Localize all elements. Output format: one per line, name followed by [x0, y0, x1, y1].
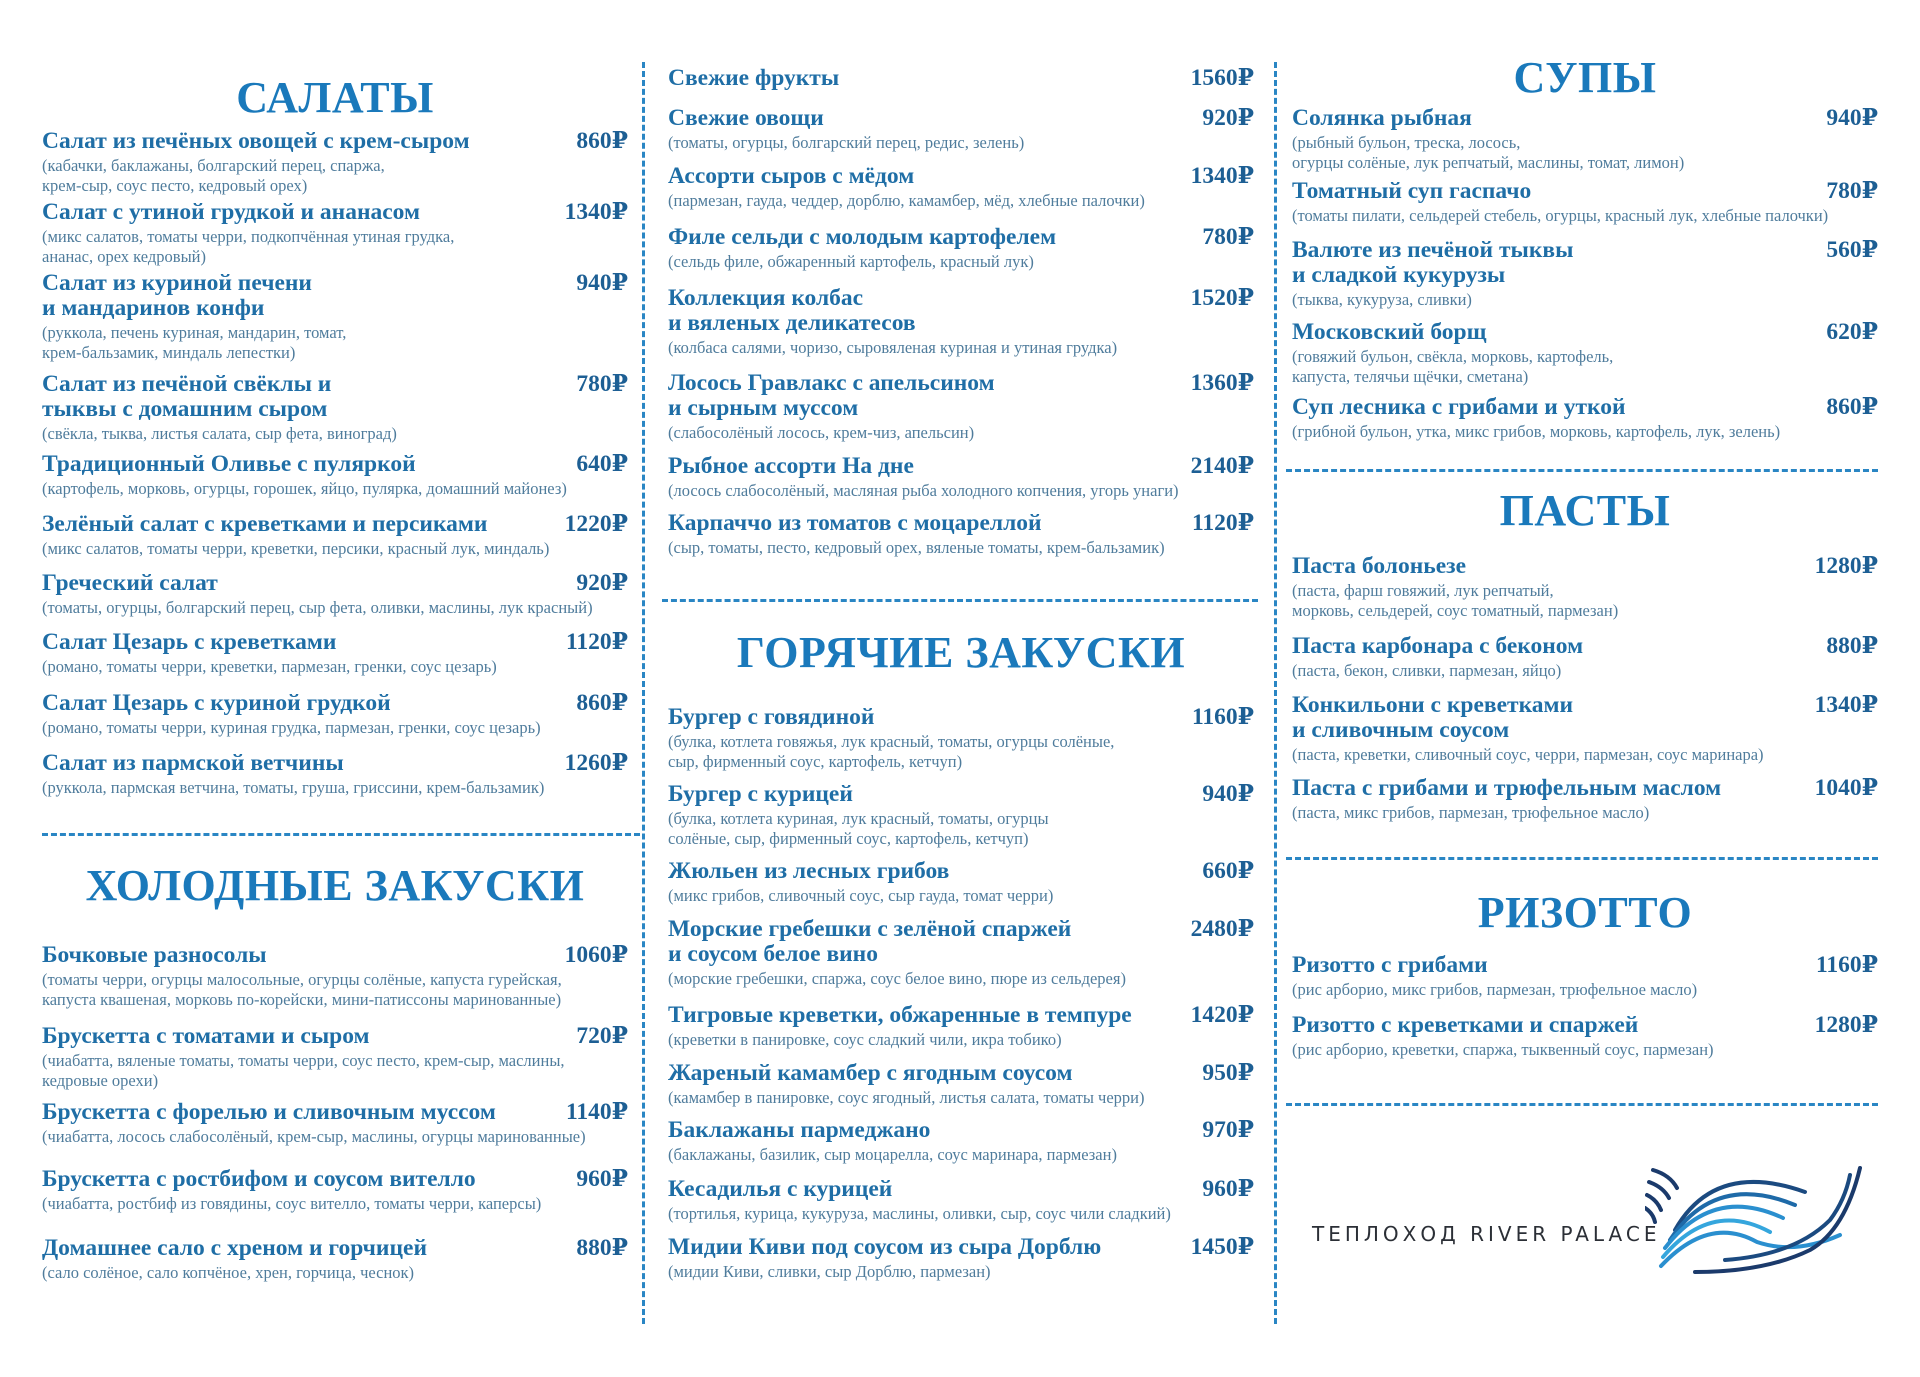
dish-name: Валюте из печёной тыквы и сладкой кукурузы	[1292, 237, 1574, 288]
dish-name: Свежие овощи	[668, 105, 824, 131]
dish-name: Карпаччо из томатов с моцареллой	[668, 510, 1042, 536]
dish-ingredients: (паста, фарш говяжий, лук репчатый, морковь, сельдерей, соус томатный, пармезан)	[1292, 581, 1619, 620]
dish-name: Салат из печёных овощей с крем-сыром	[42, 128, 470, 154]
dish-price: 640₽	[576, 451, 628, 477]
dish-name: Мидии Киви под соусом из сыра Дорблю	[668, 1234, 1102, 1260]
dish-name: Рыбное ассорти На дне	[668, 453, 914, 479]
dish-price: 780₽	[576, 371, 628, 397]
menu-item	[668, 1061, 1254, 1108]
dish-price: 1060₽	[564, 942, 628, 968]
dish-name: Лосось Гравлакс с апельсином и сырным муссом	[668, 370, 995, 421]
menu-item	[668, 1118, 1254, 1165]
dish-ingredients: (мидии Киви, сливки, сыр Дорблю, пармезан)	[668, 1262, 991, 1281]
dish-price: 920₽	[576, 570, 628, 596]
dish-name: Паста карбонара с беконом	[1292, 633, 1584, 659]
dish-name: Брускетта с ростбифом и соусом вителло	[42, 1166, 476, 1192]
menu-item	[668, 1003, 1254, 1050]
menu-item	[1292, 554, 1878, 621]
dish-name: Традиционный Оливье с пуляркой	[42, 451, 416, 477]
dish-price: 1340₽	[1814, 692, 1878, 718]
dish-ingredients: (грибной бульон, утка, микс грибов, морковь, картофель, лук, зелень)	[1292, 422, 1781, 441]
dish-ingredients: (сельдь филе, обжаренный картофель, красный лук)	[668, 252, 1034, 271]
menu-item	[1292, 776, 1878, 823]
menu-item	[42, 1167, 628, 1214]
dish-price: 940₽	[576, 270, 628, 296]
dish-ingredients: (рис арборио, креветки, спаржа, тыквенный соус, пармезан)	[1292, 1040, 1714, 1059]
dish-ingredients: (свёкла, тыква, листья салата, сыр фета, виноград)	[42, 424, 397, 443]
section-heading-hot-appetizers: ГОРЯЧИЕ ЗАКУСКИ	[736, 628, 1186, 677]
dish-name: Филе сельди с молодым картофелем	[668, 224, 1057, 250]
dish-name: Паста с грибами и трюфельным маслом	[1292, 775, 1722, 801]
dish-name: Томатный суп гаспачо	[1292, 178, 1532, 204]
dish-name: Морские гребешки с зелёной спаржей и соусом белое вино	[668, 916, 1072, 967]
menu-item	[668, 164, 1254, 211]
dish-price: 960₽	[1202, 1176, 1254, 1202]
dish-ingredients: (руккола, печень куриная, мандарин, томат, крем-бальзамик, миндаль лепестки)	[42, 323, 347, 362]
section-heading-salads: САЛАТЫ	[236, 73, 434, 122]
dish-ingredients: (рыбный бульон, треска, лосось, огурцы солёные, лук репчатый, маслины, томат, лимон)	[1292, 133, 1685, 172]
dish-price: 1340₽	[1190, 163, 1254, 189]
dish-price: 860₽	[576, 128, 628, 154]
menu-item	[42, 1024, 628, 1091]
dish-ingredients: (чиабатта, ростбиф из говядины, соус вителло, томаты черри, каперсы)	[42, 1194, 542, 1213]
dish-price: 860₽	[576, 690, 628, 716]
section-divider	[1286, 857, 1878, 860]
dish-ingredients: (рис арборио, микс грибов, пармезан, трюфельное масло)	[1292, 980, 1698, 999]
dish-ingredients: (паста, микс грибов, пармезан, трюфельное масло)	[1292, 803, 1650, 822]
dish-name: Тигровые креветки, обжаренные в темпуре	[668, 1002, 1132, 1028]
section-heading-soups: СУПЫ	[1513, 53, 1657, 102]
dish-ingredients: (томаты черри, огурцы малосольные, огурцы солёные, капуста гурейская, капуста квашеная, морковь по-корейски, мини-патиссоны маринованные)	[42, 970, 562, 1009]
menu-item	[1292, 320, 1878, 387]
menu-item	[42, 129, 628, 196]
dish-ingredients: (говяжий бульон, свёкла, морковь, картофель, капуста, телячьи щёчки, сметана)	[1292, 347, 1614, 386]
dish-ingredients: (креветки в панировке, соус сладкий чили, икра тобико)	[668, 1030, 1062, 1049]
dish-ingredients: (кабачки, баклажаны, болгарский перец, спаржа, крем-сыр, соус песто, кедровый орех)	[42, 156, 385, 195]
section-divider	[1286, 1103, 1878, 1106]
dish-ingredients: (томаты пилати, сельдерей стебель, огурцы, красный лук, хлебные палочки)	[1292, 206, 1829, 225]
dish-ingredients: (микс грибов, сливочный соус, сыр гауда, томат черри)	[668, 886, 1054, 905]
dish-ingredients: (баклажаны, базилик, сыр моцарелла, соус маринара, пармезан)	[668, 1145, 1117, 1164]
dish-ingredients: (картофель, морковь, огурцы, горошек, яйцо, пулярка, домашний майонез)	[42, 479, 567, 498]
dish-price: 1520₽	[1190, 285, 1254, 311]
menu-item	[42, 571, 628, 618]
dish-name: Коллекция колбас и вяленых деликатесов	[668, 285, 916, 336]
dish-price: 780₽	[1202, 224, 1254, 250]
waves-logo-icon	[1645, 1160, 1870, 1275]
menu-item	[42, 452, 628, 499]
dish-price: 1280₽	[1814, 553, 1878, 579]
dish-price: 1160₽	[1815, 952, 1878, 978]
dish-price: 1220₽	[564, 511, 628, 537]
dish-price: 620₽	[1826, 319, 1878, 345]
section-divider	[1286, 469, 1878, 472]
section-divider	[662, 599, 1258, 602]
dish-price: 940₽	[1202, 781, 1254, 807]
menu-item	[668, 286, 1254, 358]
menu-item	[42, 372, 628, 444]
menu-item	[42, 200, 628, 267]
menu-item	[668, 917, 1254, 989]
dish-name: Баклажаны пармеджано	[668, 1117, 931, 1143]
menu-item	[668, 1235, 1254, 1282]
dish-price: 950₽	[1202, 1060, 1254, 1086]
menu-item	[42, 630, 628, 677]
dish-ingredients: (томаты, огурцы, болгарский перец, редис, зелень)	[668, 133, 1025, 152]
brand-name: ТЕПЛОХОД RIVER PALACE	[1312, 1222, 1661, 1246]
dish-price: 1280₽	[1814, 1012, 1878, 1038]
dish-price: 1120₽	[565, 629, 628, 655]
dish-ingredients: (лосось слабосолёный, масляная рыба холодного копчения, угорь унаги)	[668, 481, 1179, 500]
dish-price: 940₽	[1826, 105, 1878, 131]
menu-item	[1292, 634, 1878, 681]
menu-item	[1292, 238, 1878, 310]
menu-item	[42, 751, 628, 798]
dish-price: 880₽	[576, 1235, 628, 1261]
column-divider	[1274, 62, 1277, 1324]
dish-ingredients: (сало солёное, сало копчёное, хрен, горчица, чеснок)	[42, 1263, 415, 1282]
dish-ingredients: (паста, бекон, сливки, пармезан, яйцо)	[1292, 661, 1562, 680]
menu-item	[1292, 1013, 1878, 1060]
dish-price: 1450₽	[1190, 1234, 1254, 1260]
menu-item	[1292, 106, 1878, 173]
menu-item	[668, 511, 1254, 558]
dish-ingredients: (слабосолёный лосось, крем-чиз, апельсин)	[668, 423, 975, 442]
column-divider	[642, 62, 645, 1324]
dish-name: Паста болоньезе	[1292, 553, 1467, 579]
section-heading-risotto: РИЗОТТО	[1477, 888, 1693, 937]
dish-ingredients: (камамбер в панировке, соус ягодный, листья салата, томаты черри)	[668, 1088, 1145, 1107]
dish-name: Ризотто с грибами	[1292, 952, 1488, 978]
dish-price: 1420₽	[1190, 1002, 1254, 1028]
dish-name: Салат Цезарь с креветками	[42, 629, 337, 655]
dish-price: 1360₽	[1190, 370, 1254, 396]
menu-item	[42, 1236, 628, 1283]
section-divider	[42, 833, 640, 836]
dish-price: 2480₽	[1190, 916, 1254, 942]
menu-item	[1292, 179, 1878, 226]
dish-ingredients: (сыр, томаты, песто, кедровый орех, вяленые томаты, крем-бальзамик)	[668, 538, 1165, 557]
menu-item	[668, 66, 1254, 93]
dish-ingredients: (романо, томаты черри, креветки, пармезан, гренки, соус цезарь)	[42, 657, 497, 676]
menu-item	[42, 512, 628, 559]
menu-item	[668, 859, 1254, 906]
dish-price: 1120₽	[1191, 510, 1254, 536]
menu-item	[42, 943, 628, 1010]
menu-item	[42, 1100, 628, 1147]
dish-name: Ассорти сыров с мёдом	[668, 163, 915, 189]
dish-name: Свежие фрукты	[668, 65, 840, 91]
dish-price: 1040₽	[1814, 775, 1878, 801]
dish-ingredients: (булка, котлета куриная, лук красный, томаты, огурцы солёные, сыр, фирменный соус, картофель, кетчуп)	[668, 809, 1049, 848]
dish-name: Брускетта с форелью и сливочным муссом	[42, 1099, 496, 1125]
menu-item	[668, 454, 1254, 501]
dish-name: Суп лесника с грибами и уткой	[1292, 394, 1626, 420]
dish-name: Бочковые разносолы	[42, 942, 267, 968]
dish-ingredients: (паста, креветки, сливочный соус, черри, пармезан, соус маринара)	[1292, 745, 1764, 764]
dish-price: 920₽	[1202, 105, 1254, 131]
dish-price: 2140₽	[1190, 453, 1254, 479]
menu-item	[668, 225, 1254, 272]
dish-ingredients: (руккола, пармская ветчина, томаты, груша, гриссини, крем-бальзамик)	[42, 778, 545, 797]
dish-name: Салат из пармской ветчины	[42, 750, 344, 776]
menu-item	[668, 371, 1254, 443]
section-heading-pastas: ПАСТЫ	[1499, 486, 1671, 535]
menu-item	[1292, 395, 1878, 442]
dish-ingredients: (морские гребешки, спаржа, соус белое вино, пюре из сельдерея)	[668, 969, 1126, 988]
dish-name: Жюльен из лесных грибов	[668, 858, 950, 884]
dish-name: Солянка рыбная	[1292, 105, 1472, 131]
dish-name: Ризотто с креветками и спаржей	[1292, 1012, 1639, 1038]
dish-price: 1340₽	[564, 199, 628, 225]
dish-price: 1160₽	[1191, 704, 1254, 730]
menu-item	[668, 106, 1254, 153]
dish-name: Бургер с курицей	[668, 781, 853, 807]
menu-item	[668, 782, 1254, 849]
dish-ingredients: (чиабатта, лосось слабосолёный, крем-сыр, маслины, огурцы маринованные)	[42, 1127, 586, 1146]
dish-ingredients: (тыква, кукуруза, сливки)	[1292, 290, 1472, 309]
dish-price: 560₽	[1826, 237, 1878, 263]
dish-ingredients: (романо, томаты черри, куриная грудка, пармезан, гренки, соус цезарь)	[42, 718, 541, 737]
dish-ingredients: (пармезан, гауда, чеддер, дорблю, камамбер, мёд, хлебные палочки)	[668, 191, 1145, 210]
dish-price: 970₽	[1202, 1117, 1254, 1143]
dish-name: Салат из куриной печени и мандаринов конфи	[42, 270, 312, 321]
dish-name: Салат Цезарь с куриной грудкой	[42, 690, 391, 716]
dish-price: 660₽	[1202, 858, 1254, 884]
dish-ingredients: (микс салатов, томаты черри, креветки, персики, красный лук, миндаль)	[42, 539, 550, 558]
dish-price: 960₽	[576, 1166, 628, 1192]
dish-price: 780₽	[1826, 178, 1878, 204]
dish-price: 880₽	[1826, 633, 1878, 659]
menu-item	[1292, 953, 1878, 1000]
dish-price: 860₽	[1826, 394, 1878, 420]
dish-ingredients: (булка, котлета говяжья, лук красный, томаты, огурцы солёные, сыр, фирменный соус, картофель, кетчуп)	[668, 732, 1115, 771]
dish-ingredients: (чиабатта, вяленые томаты, томаты черри, соус песто, крем-сыр, маслины, кедровые орехи)	[42, 1051, 565, 1090]
dish-price: 1260₽	[564, 750, 628, 776]
dish-name: Зелёный салат с креветками и персиками	[42, 511, 488, 537]
dish-name: Брускетта с томатами и сыром	[42, 1023, 370, 1049]
dish-name: Конкильони с креветками и сливочным соусом	[1292, 692, 1574, 743]
menu-item	[668, 1177, 1254, 1224]
dish-ingredients: (микс салатов, томаты черри, подкопчённая утиная грудка, ананас, орех кедровый)	[42, 227, 455, 266]
dish-ingredients: (тортилья, курица, кукуруза, маслины, оливки, сыр, соус чили сладкий)	[668, 1204, 1171, 1223]
dish-ingredients: (томаты, огурцы, болгарский перец, сыр фета, оливки, маслины, лук красный)	[42, 598, 593, 617]
dish-name: Бургер с говядиной	[668, 704, 875, 730]
dish-name: Домашнее сало с хреном и горчицей	[42, 1235, 427, 1261]
menu-item	[42, 691, 628, 738]
dish-ingredients: (колбаса салями, чоризо, сыровяленая куриная и утиная грудка)	[668, 338, 1118, 357]
dish-name: Кесадилья с курицей	[668, 1176, 893, 1202]
dish-name: Жареный камамбер с ягодным соусом	[668, 1060, 1073, 1086]
dish-name: Салат из печёной свёклы и тыквы с домашним сыром	[42, 371, 332, 422]
menu-item	[42, 271, 628, 363]
dish-price: 1140₽	[565, 1099, 628, 1125]
menu-item	[668, 705, 1254, 772]
dish-price: 1560₽	[1190, 65, 1254, 91]
dish-price: 720₽	[576, 1023, 628, 1049]
dish-name: Салат с утиной грудкой и ананасом	[42, 199, 420, 225]
dish-name: Греческий салат	[42, 570, 218, 596]
dish-name: Московский борщ	[1292, 319, 1487, 345]
section-heading-cold-appetizers: ХОЛОДНЫЕ ЗАКУСКИ	[85, 861, 585, 910]
menu-item	[1292, 693, 1878, 765]
